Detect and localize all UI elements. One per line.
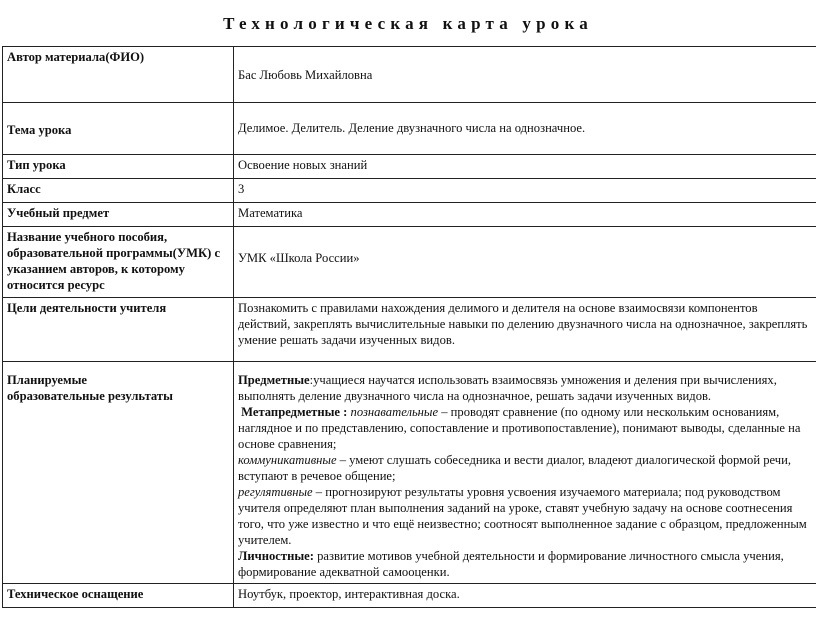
goals-line: умение решать задачи изученных видов. [238, 333, 455, 347]
table-row-grade [3, 179, 816, 203]
meta-results-line [238, 404, 816, 420]
author-label: Автор материала(ФИО) [3, 47, 234, 103]
goals-line: Познакомить с правилами нахождения делимого и делителя на основе взаимосвязи компонентов [238, 301, 758, 315]
textbook-value: УМК «Школа России» [234, 227, 816, 298]
lesson-card-table [2, 46, 816, 608]
communicative-text: – умеют слушать собеседника и вести диалог, владеют диалогической формой речи, [336, 453, 792, 467]
type-value: Освоение новых знаний [234, 155, 816, 179]
subject-results-line: выполнять деление двузначного числа на однозначное, решать задачи изученных видов. [238, 389, 712, 403]
cognitive-line: основе сравнения; [238, 437, 337, 451]
results-label [3, 362, 234, 584]
table-row-author [3, 47, 816, 103]
table-row-subject [3, 203, 816, 227]
table-row-topic [3, 103, 816, 155]
table-row-equipment [3, 584, 816, 608]
equipment-label: Техническое оснащение [3, 584, 234, 608]
table-row-goals [3, 298, 816, 362]
results-value [234, 362, 816, 584]
type-label: Тип урока [3, 155, 234, 179]
subject-results-heading: Предметные [238, 373, 310, 387]
goals-label: Цели деятельности учителя [3, 298, 234, 362]
author-value: Бас Любовь Михайловна [234, 47, 816, 103]
textbook-label-line: Название учебного пособия, [7, 230, 168, 244]
regulatory-line: учителя определяют план выполнения заданий на уроке, ставят учебную задачу на основе соотнесения [238, 501, 793, 515]
table-row-results [3, 362, 816, 584]
cognitive-line: наглядное и по представлению, сопоставление и противопоставление), понимают выводы, сделанные на [238, 421, 801, 435]
cognitive-text: – проводят сравнение (по одному или нескольким основаниям, [438, 405, 780, 419]
topic-label: Тема урока [3, 103, 234, 155]
table-row-textbook [3, 227, 816, 298]
communicative-line [238, 452, 816, 468]
results-label-line: Планируемые [7, 373, 88, 387]
subject-value: Математика [234, 203, 816, 227]
regulatory-line [238, 484, 816, 500]
textbook-label-line: образовательной программы(УМК) с [7, 246, 221, 260]
textbook-label-line: указанием авторов, к которому [7, 262, 185, 276]
personal-heading: Личностные: [238, 549, 314, 563]
personal-text: развитие мотивов учебной деятельности и формирование личностного смысла учения, [313, 549, 784, 563]
textbook-label [3, 227, 234, 298]
page-title: Технологическая карта урока [223, 14, 593, 33]
goals-value [234, 298, 816, 362]
subject-results-text: :учащиеся научатся использовать взаимосвязь умножения и деления при вычислениях, [309, 373, 777, 387]
regulatory-text: – прогнозируют результаты уровня усвоения изучаемого материала; под руководством [312, 485, 781, 499]
goals-line: действий, закреплять вычислительные навыки по делению двузначного числа на однозначное, закреплять [238, 317, 808, 331]
regulatory-line: учителем. [238, 533, 292, 547]
personal-line [238, 548, 816, 564]
cognitive-heading: познавательные [350, 405, 439, 419]
topic-value: Делимое. Делитель. Деление двузначного числа на однозначное. [234, 103, 816, 155]
regulatory-heading: регулятивные [238, 485, 313, 499]
results-label-line: образовательные результаты [7, 389, 173, 403]
grade-label: Класс [3, 179, 234, 203]
regulatory-line: того, что уже известно и что ещё неизвестно; соотносят выполненное задание с образцом, предложенным [238, 517, 807, 531]
grade-value: 3 [234, 179, 816, 203]
personal-line: формирование адекватной самооценки. [238, 565, 450, 579]
subject-results-line [238, 372, 816, 388]
subject-label: Учебный предмет [3, 203, 234, 227]
equipment-value: Ноутбук, проектор, интерактивная доска. [234, 584, 816, 608]
meta-results-heading: Метапредметные : [241, 405, 348, 419]
communicative-line: вступают в речевое общение; [238, 469, 396, 483]
textbook-label-line: относится ресурс [7, 278, 105, 292]
communicative-heading: коммуникативные [238, 453, 337, 467]
table-row-type [3, 155, 816, 179]
